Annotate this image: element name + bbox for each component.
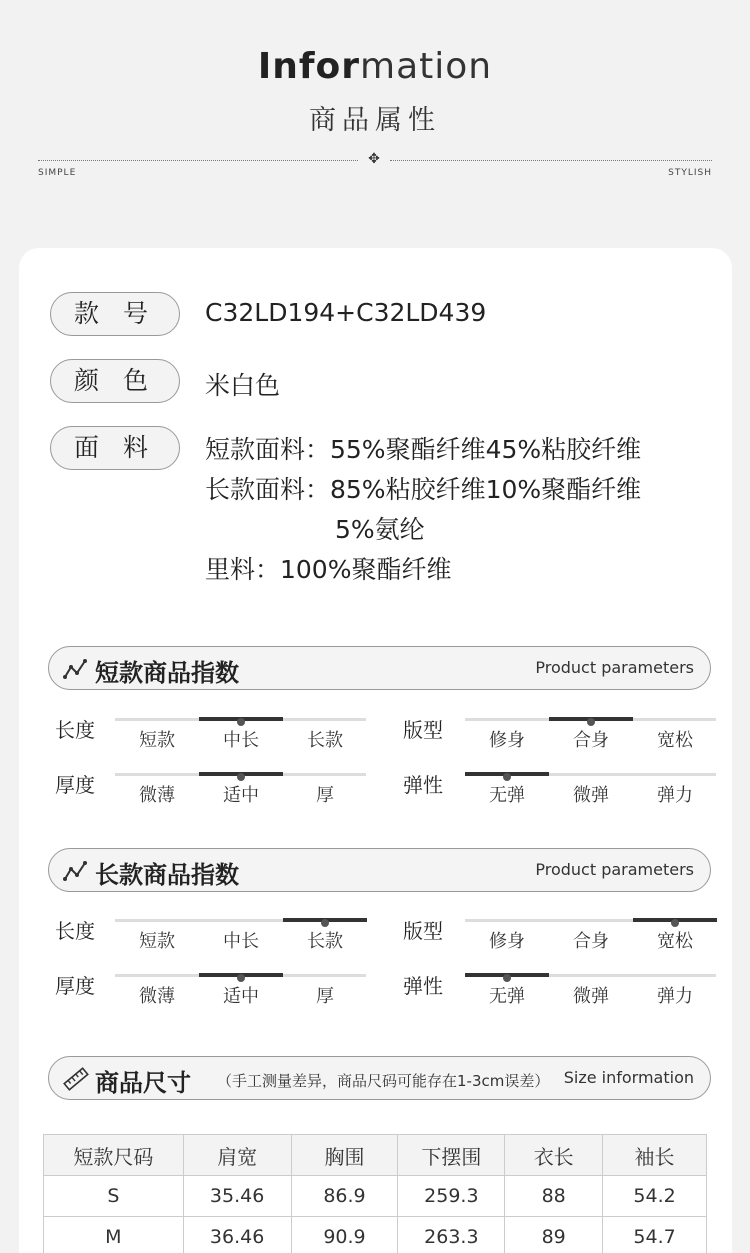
size-table [43,1134,707,1253]
scale-option: 适中 [223,785,259,806]
size-header-cell: 胸围 [291,1135,398,1176]
style-no-value: C32LD194+C32LD439 [205,298,487,327]
scale-knob [671,919,679,927]
scale-option: 适中 [223,986,259,1007]
index-scale [115,718,366,751]
long-index-row-label: 厚度 [55,974,95,998]
size-cell: 259.3 [398,1176,505,1217]
size-cell: S [44,1176,184,1217]
index-scale [465,919,716,952]
divider-right [390,160,712,161]
long-index-row-label: 版型 [403,919,443,943]
color-value: 米白色 [205,371,281,400]
size-cell: 89 [505,1217,603,1253]
short-index-en: Product parameters [535,658,694,677]
scale-knob [587,718,595,726]
fabric-line: 里料：100%聚酯纤维 [205,555,452,584]
scale-knob [237,718,245,726]
size-en: Size information [563,1068,694,1087]
size-header-cell: 短款尺码 [44,1135,184,1176]
long-index-header [48,848,711,892]
scale-option: 宽松 [657,931,693,952]
info-subtitle: 商品属性 [309,105,441,136]
index-scale [115,974,366,1007]
scale-knob [503,974,511,982]
scale-option: 合身 [573,931,609,952]
color-label: 颜 色 [50,359,180,403]
divider-left [38,160,358,161]
scale-option: 微弹 [573,785,609,806]
size-cell: 36.46 [183,1217,291,1253]
size-header-cell: 袖长 [603,1135,707,1176]
scale-option: 无弹 [489,986,525,1007]
index-scale [115,773,366,806]
short-index-row-label: 厚度 [55,773,95,797]
scale-option: 短款 [139,730,175,751]
size-cell: M [44,1217,184,1253]
stylish-tag: STYLISH [668,168,712,178]
scale-option: 中长 [223,931,259,952]
scale-option: 厚 [316,986,334,1007]
long-index-row-label: 弹性 [403,974,443,998]
scale-knob [237,974,245,982]
long-index-en: Product parameters [535,860,694,879]
title-rest: mation [360,46,493,87]
long-index-row-label: 长度 [55,919,95,943]
short-index-row-label: 版型 [403,718,443,742]
table-row [44,1176,707,1217]
simple-tag: SIMPLE [38,168,77,178]
fabric-line: 短款面料：55%聚酯纤维45%粘胶纤维 [205,435,642,464]
scale-option: 无弹 [489,785,525,806]
scale-knob [321,919,329,927]
short-index-row-label: 长度 [55,718,95,742]
scale-option: 修身 [489,730,525,751]
size-header [48,1056,711,1100]
scale-option: 微弹 [573,986,609,1007]
size-cell: 86.9 [291,1176,398,1217]
size-cell: 90.9 [291,1217,398,1253]
table-row [44,1217,707,1253]
size-header-cell: 下摆围 [398,1135,505,1176]
info-title [0,46,750,87]
scale-option: 厚 [316,785,334,806]
size-cell: 263.3 [398,1217,505,1253]
short-index-row-label: 弹性 [403,773,443,797]
long-index-title: 长款商品指数 [95,861,239,889]
ruler-icon [63,1067,89,1091]
short-index-title: 短款商品指数 [95,659,239,687]
scale-option: 弹力 [657,785,693,806]
style-no-label: 款 号 [50,292,180,336]
size-header-cell: 衣长 [505,1135,603,1176]
size-header-cell: 肩宽 [183,1135,291,1176]
fabric-line: 长款面料：85%粘胶纤维10%聚酯纤维 [205,475,642,504]
scale-option: 宽松 [657,730,693,751]
index-scale [115,919,366,952]
index-scale [465,718,716,751]
size-cell: 54.2 [603,1176,707,1217]
size-title: 商品尺寸 [95,1069,191,1097]
size-note: （手工测量差异，商品尺码可能存在1-3cm误差） [217,1072,550,1090]
trend-icon [63,859,89,883]
size-cell: 88 [505,1176,603,1217]
scale-knob [237,773,245,781]
scale-option: 中长 [223,730,259,751]
size-table-header-row [44,1135,707,1176]
fabric-label: 面 料 [50,426,180,470]
scale-option: 微薄 [139,785,175,806]
trend-icon [63,657,89,681]
scale-option: 弹力 [657,986,693,1007]
cross-ornament-icon: ✥ [368,151,380,167]
title-bold: Infor [257,46,361,87]
short-index-header [48,646,711,690]
scale-option: 合身 [573,730,609,751]
scale-knob [503,773,511,781]
size-cell: 35.46 [183,1176,291,1217]
fabric-line: 5%氨纶 [335,515,425,544]
size-cell: 54.7 [603,1217,707,1253]
scale-option: 微薄 [139,986,175,1007]
scale-option: 短款 [139,931,175,952]
index-scale [465,974,716,1007]
scale-option: 长款 [307,730,343,751]
index-scale [465,773,716,806]
scale-option: 长款 [307,931,343,952]
scale-option: 修身 [489,931,525,952]
